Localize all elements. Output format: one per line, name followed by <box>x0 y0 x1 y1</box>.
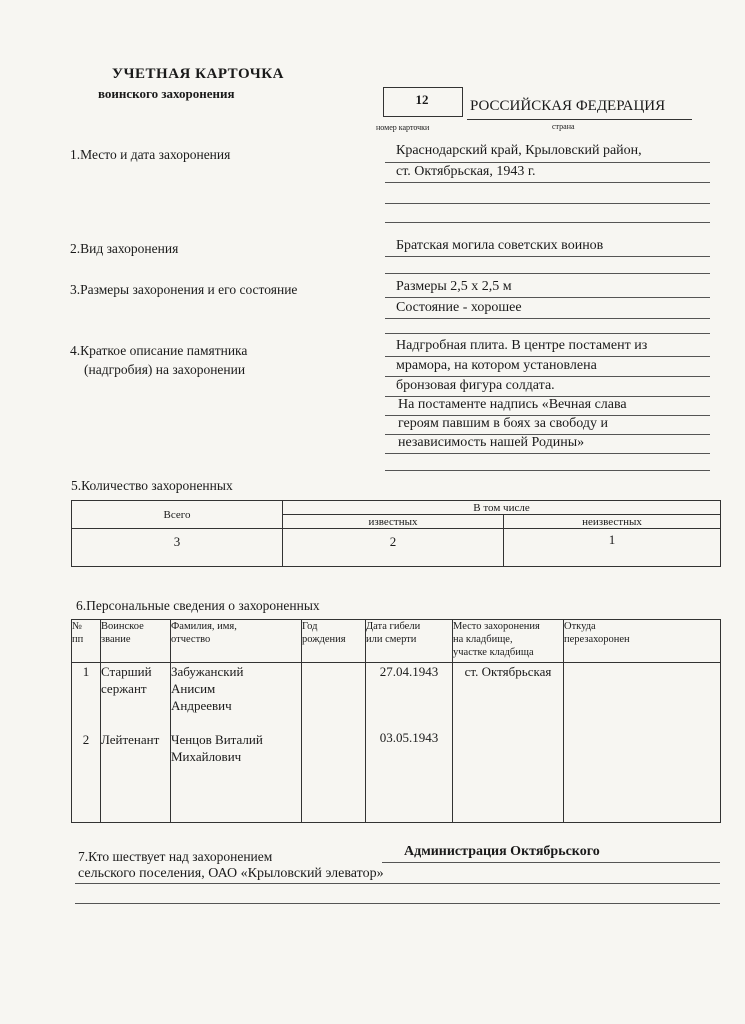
rank-line: Старший <box>101 664 152 679</box>
card-subtitle: воинского захоронения <box>98 86 235 101</box>
place-label: 1.Место и дата захоронения <box>70 147 231 162</box>
col-place-header-line: участке кладбища <box>453 647 534 658</box>
underline <box>385 318 710 319</box>
description-line: мрамора, на котором установлена <box>396 358 597 373</box>
col-from-header-line: Откуда <box>564 621 596 632</box>
row-number: 1 <box>82 664 90 679</box>
from-cell <box>564 663 721 823</box>
col-birth-header-line: рождения <box>302 634 346 645</box>
personal-section-label: 6.Персональные сведения о захороненных <box>76 598 320 613</box>
death-date: 27.04.1943 <box>379 664 439 679</box>
patron-value-line1: Администрация Октябрьского <box>404 844 600 859</box>
underline <box>385 203 710 204</box>
state-value: Состояние - хорошее <box>396 300 522 315</box>
name-line: Михайлович <box>171 749 242 764</box>
col-rank-header-line: звание <box>101 634 131 645</box>
underline <box>385 222 710 223</box>
col-from-header <box>564 620 721 663</box>
description-line: независимость нашей Родины» <box>398 435 585 450</box>
underline <box>385 256 710 257</box>
underline <box>385 376 710 377</box>
count-section-label: 5.Количество захороненных <box>71 478 233 493</box>
description-line: героям павшим в боях за свободу и <box>398 416 608 431</box>
number-cell <box>72 663 101 823</box>
personal-table <box>71 619 721 823</box>
known-header: известных <box>283 515 504 529</box>
underline <box>385 453 710 454</box>
description-line: Надгробная плита. В центре постамент из <box>396 338 648 353</box>
col-death-header <box>366 620 453 663</box>
death-date: 03.05.1943 <box>379 730 439 745</box>
col-rank-header-line: Воинское <box>101 621 144 632</box>
col-name-header <box>171 620 302 663</box>
col-place-header <box>453 620 564 663</box>
underline <box>75 903 720 904</box>
size-value: Размеры 2,5 х 2,5 м <box>396 279 512 294</box>
underline <box>382 862 720 863</box>
underline <box>75 883 720 884</box>
card-title: УЧЕТНАЯ КАРТОЧКА <box>112 66 284 82</box>
underline <box>385 333 710 334</box>
description-label-line2: (надгробия) на захоронении <box>84 362 246 377</box>
name-cell <box>171 663 302 823</box>
col-birth-header-line: Год <box>302 621 318 632</box>
place-value-line2: ст. Октябрьская, 1943 г. <box>396 164 536 179</box>
col-number-header-line: пп <box>72 634 84 645</box>
row-number: 2 <box>82 732 90 747</box>
description-label-line1: 4.Краткое описание памятника <box>70 343 248 358</box>
rank-cell <box>101 663 171 823</box>
patron-label: 7.Кто шествует над захоронением <box>78 849 273 864</box>
name-line: Анисим <box>171 681 216 696</box>
type-value: Братская могила советских воинов <box>396 238 604 253</box>
rank-line: сержант <box>101 681 147 696</box>
place-value-line1: Краснодарский край, Крыловский район, <box>396 143 642 158</box>
description-line: бронзовая фигура солдата. <box>396 378 555 393</box>
death-cell <box>366 663 453 823</box>
place-cell <box>453 663 564 823</box>
burial-place: ст. Октябрьская <box>464 664 552 679</box>
name-line: Забужанский <box>171 664 244 679</box>
col-name-header-line: Фамилия, имя, <box>171 621 237 632</box>
col-death-header-line: или смерти <box>366 634 417 645</box>
unknown-header: неизвестных <box>504 515 721 529</box>
card-number: 12 <box>415 92 429 107</box>
col-place-header-line: на кладбище, <box>453 634 513 645</box>
col-death-header-line: Дата гибели <box>366 621 421 632</box>
country-value: РОССИЙСКАЯ ФЕДЕРАЦИЯ <box>470 98 666 114</box>
col-number-header <box>72 620 101 663</box>
size-label: 3.Размеры захоронения и его состояние <box>70 282 298 297</box>
total-count: 3 <box>72 529 283 567</box>
country-underline <box>467 119 692 120</box>
underline <box>385 297 710 298</box>
name-line: Ченцов Виталий <box>171 732 263 747</box>
underline <box>385 356 710 357</box>
country-label: страна <box>552 122 575 131</box>
card-number-label: номер карточки <box>376 123 430 132</box>
known-count: 2 <box>283 529 504 567</box>
count-table <box>71 500 721 567</box>
underline <box>385 162 710 163</box>
col-rank-header <box>101 620 171 663</box>
patron-value-line2: сельского поселения, ОАО «Крыловский элеватор» <box>78 866 384 881</box>
col-number-header-line: № <box>72 621 83 632</box>
col-birth-header <box>302 620 366 663</box>
col-name-header-line: отчество <box>171 634 211 645</box>
underline <box>385 182 710 183</box>
rank-line: Лейтенант <box>101 732 160 747</box>
including-header: В том числе <box>283 501 721 515</box>
name-line: Андреевич <box>171 698 232 713</box>
underline <box>385 470 710 471</box>
unknown-count: 1 <box>504 529 721 567</box>
col-from-header-line: перезахоронен <box>564 634 630 645</box>
total-header: Всего <box>72 501 283 529</box>
description-line: На постаменте надпись «Вечная слава <box>398 397 627 412</box>
col-place-header-line: Место захоронения <box>453 621 540 632</box>
underline <box>385 273 710 274</box>
type-label: 2.Вид захоронения <box>70 241 179 256</box>
birth-cell <box>302 663 366 823</box>
